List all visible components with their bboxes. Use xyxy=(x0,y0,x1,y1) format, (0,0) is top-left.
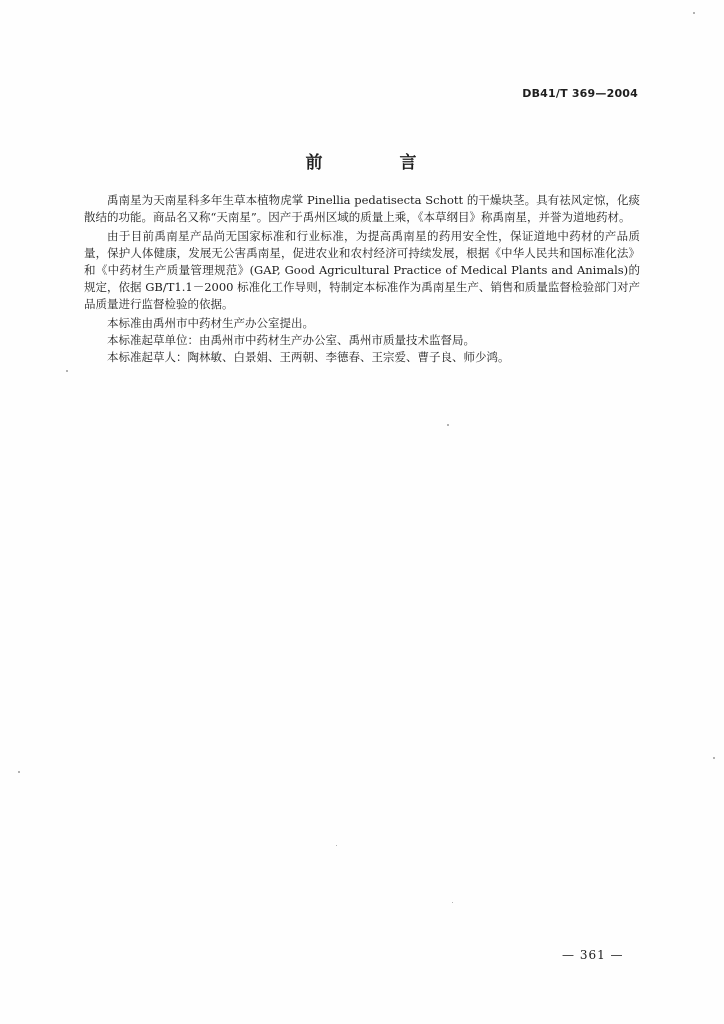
paragraph-intro: 禹南星为天南星科多年生草本植物虎掌 Pinellia pedatisecta Schott 的干燥块茎。具有祛风定惊，化痰散结的功能。商品名又称“天南星”。因产于禹州区域的质量上乘，《本草纲目》称禹南星，并誉为道地药材。 xyxy=(84,193,640,224)
scan-speck xyxy=(452,902,453,903)
scan-speck xyxy=(693,12,695,14)
paragraph-drafters: 本标准起草人：陶林敏、白景娟、王两朝、李德春、王宗爱、曹子良、师少鸿。 xyxy=(107,350,510,364)
scan-speck xyxy=(447,424,449,426)
scan-speck xyxy=(713,757,715,759)
foreword-body xyxy=(84,192,640,366)
standard-code: DB41/T 369—2004 xyxy=(522,87,638,100)
paragraph-drafting-unit: 本标准起草单位：由禹州市中药材生产办公室、禹州市质量技术监督局。 xyxy=(107,333,475,347)
scan-speck xyxy=(18,771,20,773)
scan-speck xyxy=(66,370,68,372)
page-number: — 361 — xyxy=(562,948,624,962)
page-title: 前 言 xyxy=(305,153,447,173)
paragraph-purpose: 由于目前禹南星产品尚无国家标准和行业标准，为提高禹南星的药用安全性，保证道地中药材的产品质量，保护人体健康，发展无公害禹南星，促进农业和农村经济可持续发展，根据《中华人民共和国标准化法》和《中药材生产质量管理规范》(GAP, Good Agricultural Practice of Medical Plants and Animals)的规定，依据 GB/T1.1－2000 标准化工作导则，特制定本标准作为禹南星生产、销售和质量监督检验部门对产品质量进行监督检验的依据。 xyxy=(84,229,640,311)
paragraph-proposer: 本标准由禹州市中药材生产办公室提出。 xyxy=(107,316,314,330)
scan-speck xyxy=(336,845,337,846)
